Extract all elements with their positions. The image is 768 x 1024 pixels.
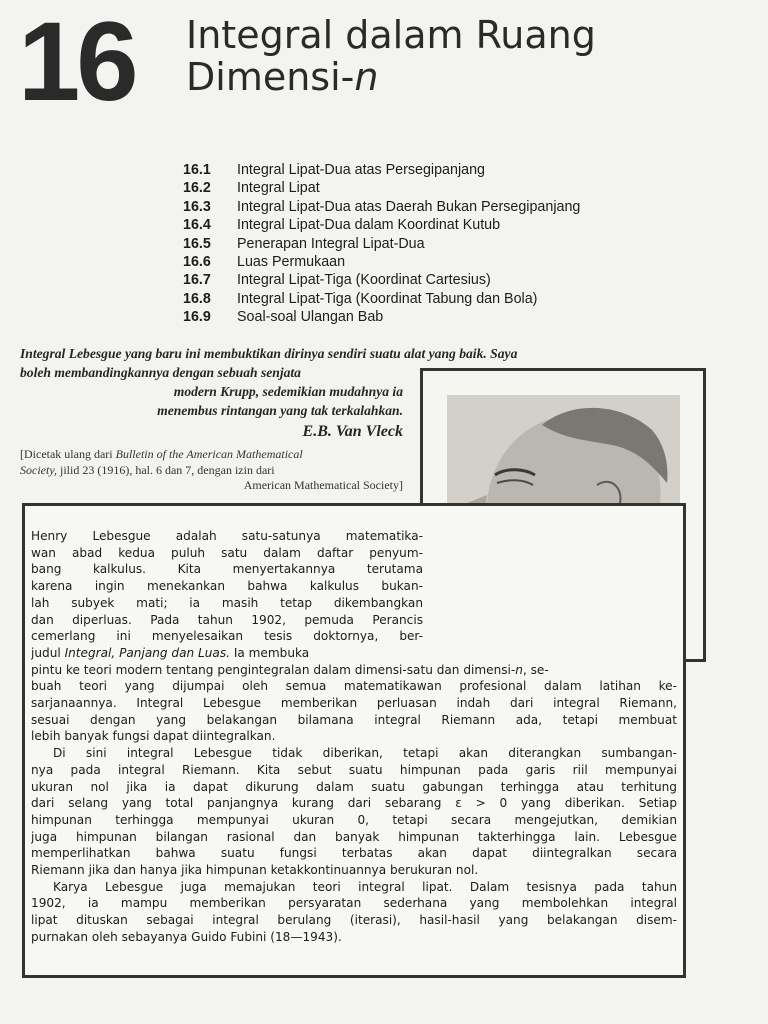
source-line: Society, jilid 23 (1916), hal. 6 dan 7, dengan izin dari <box>20 462 275 477</box>
toc-title: Soal-soal Ulangan Bab <box>237 309 384 326</box>
toc-title: Integral Lipat-Tiga (Koordinat Cartesius) <box>237 272 491 289</box>
epigraph-author: E.B. Van Vleck <box>302 423 403 440</box>
toc-title: Integral Lipat-Dua atas Daerah Bukan Persegipanjang <box>237 198 581 215</box>
bio-line: lipat dituskan sebagai integral berulang (iterasi), hasil-hasil yang belakangan disem- <box>31 913 677 928</box>
source-line: American Mathematical Society] <box>243 478 403 492</box>
biography-text <box>25 528 677 946</box>
bio-line: wan abad kedua puluh satu dalam daftar penyum- <box>31 545 423 560</box>
bio-line: pintu ke teori modern tentang pengintegralan dalam dimensi-satu dan dimensi-n, se- <box>31 662 549 677</box>
chapter-number: 16 <box>18 0 135 124</box>
bio-line: buah teori yang dijumpai oleh semua matematikawan profesional dalam latihan ke- <box>31 679 677 694</box>
bio-line: lebih banyak fungsi dapat diintegralkan. <box>31 729 276 744</box>
epigraph-source <box>20 447 403 494</box>
bio-line: karena ingin menekankan bahwa kalkulus bukan- <box>31 579 423 594</box>
bio-line: Henry Lebesgue adalah satu-satunya matematika- <box>31 529 423 543</box>
toc-number: 16.3 <box>183 198 211 215</box>
bio-line: cemerlang ini menyelesaikan tesis doktornya, ber- <box>31 629 423 644</box>
biography-wide-column <box>25 662 677 946</box>
toc-item <box>183 290 580 308</box>
toc-number: 16.9 <box>183 309 211 326</box>
bio-line: Riemann jika dan hanya jika himpunan ketakkontinuannya berukuran nol. <box>31 863 479 878</box>
toc-title: Integral Lipat-Dua atas Persegipanjang <box>237 162 485 178</box>
toc-number: 16.7 <box>183 272 211 289</box>
bio-line: sarjanaannya. Integral Lebesgue memberikan perluasan indah dari integral Riemann, <box>31 696 677 711</box>
toc-item <box>183 216 580 234</box>
bio-line: Karya Lebesgue juga memajukan teori integral lipat. Dalam tesisnya pada tahun <box>53 879 677 894</box>
bio-line: dari selang yang total panjangnya kurang dari sebarang ε > 0 yang diberikan. Setiap <box>31 796 677 811</box>
toc-item <box>183 198 580 216</box>
toc-title: Luas Permukaan <box>237 253 346 270</box>
biography-box <box>22 503 686 978</box>
bio-line: nya pada integral Riemann. Kita sebut suatu himpunan pada garis riil mempunyai <box>31 762 677 777</box>
toc-number: 16.2 <box>183 180 211 197</box>
chapter-title-line-1: Integral dalam Ruang <box>186 13 596 57</box>
toc-item <box>183 235 580 253</box>
bio-line: purnakan oleh sebayanya Guido Fubini (18—1943). <box>31 929 342 944</box>
epigraph-line: Integral Lebesgue yang baru ini membuktikan dirinya sendiri suatu alat yang baik. Saya <box>20 346 518 361</box>
bio-line: 1902, ia mampu memberikan persyaratan sederhana yang membolehkan integral <box>31 896 677 911</box>
toc-item <box>183 271 580 289</box>
bio-line: sesuai dengan yang belakangan bilamana integral Riemann ada, tetapi membuat <box>31 712 677 727</box>
chapter-title <box>186 14 596 98</box>
bio-line: bang kalkulus. Kita menyertakannya terutama <box>31 562 423 577</box>
bio-line: lah subyek mati; ia masih tetap dikembangkan <box>31 595 423 610</box>
table-of-contents <box>183 161 580 327</box>
toc-number: 16.4 <box>183 217 211 234</box>
toc-title: Integral Lipat <box>237 180 320 197</box>
bio-line: memperlihatkan bahwa suatu fungsi terbatas akan dapat diintegralkan secara <box>31 846 677 861</box>
toc-title: Integral Lipat-Tiga (Koordinat Tabung dan Bola) <box>237 290 538 307</box>
chapter-title-line-2: Dimensi-n <box>186 55 379 99</box>
toc-number: 16.6 <box>183 253 211 270</box>
toc-title: Integral Lipat-Dua dalam Koordinat Kutub <box>237 217 501 234</box>
toc-number: 16.1 <box>183 162 211 178</box>
biography-narrow-column <box>25 528 423 662</box>
source-line: [Dicetak ulang dari Bulletin of the American Mathematical <box>20 447 303 461</box>
toc-title: Penerapan Integral Lipat-Dua <box>237 235 425 252</box>
bio-line: Di sini integral Lebesgue tidak diberikan, tetapi akan diterangkan sumbangan- <box>53 746 677 761</box>
bio-line: ukuran nol jika ia dapat dikurung dalam suatu gabungan terhingga atau terhitung <box>31 779 677 794</box>
epigraph-line: menembus rintangan yang tak terkalahkan. <box>157 403 403 418</box>
toc-item <box>183 179 580 197</box>
bio-line: dan diperluas. Pada tahun 1902, pemuda Perancis <box>31 612 423 627</box>
bio-line: himpunan terhingga mempunyai ukuran 0, tetapi secara mengejutkan, demikian <box>31 812 677 827</box>
toc-number: 16.5 <box>183 235 211 252</box>
epigraph-line: modern Krupp, sedemikian mudahnya ia <box>173 384 403 399</box>
epigraph-line: boleh membandingkannya dengan sebuah senjata <box>20 365 301 380</box>
bio-line: judul Integral, Panjang dan Luas. Ia membuka <box>31 645 310 660</box>
toc-item <box>183 161 580 179</box>
toc-item <box>183 308 580 326</box>
toc-item <box>183 253 580 271</box>
bio-line: juga himpunan bilangan rasional dan banyak himpunan takterhingga lain. Lebesgue <box>31 829 677 844</box>
toc-number: 16.8 <box>183 290 211 307</box>
